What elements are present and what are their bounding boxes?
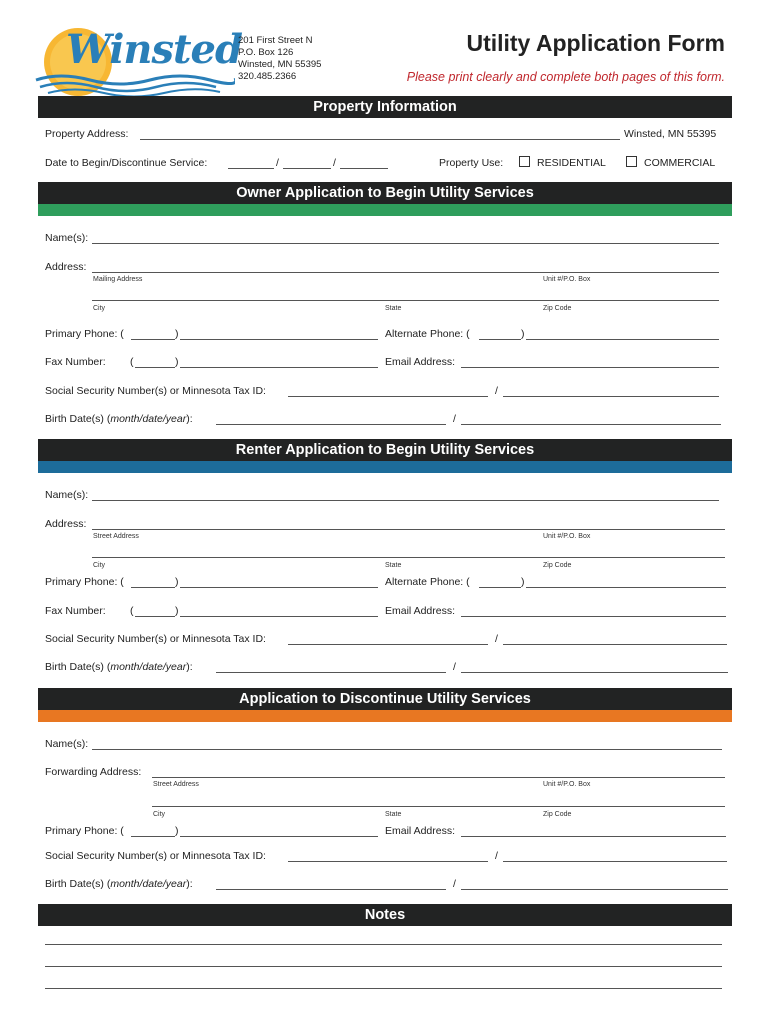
owner-section-header: Owner Application to Begin Utility Services bbox=[38, 182, 732, 204]
discontinue-primary-phone-label: Primary Phone: ( bbox=[45, 825, 124, 837]
notes-line[interactable] bbox=[45, 988, 722, 989]
paren: ) bbox=[175, 576, 179, 588]
date-separator: / bbox=[333, 157, 336, 169]
notes-line[interactable] bbox=[45, 944, 722, 945]
property-address-label: Property Address: bbox=[45, 128, 129, 140]
renter-email-field[interactable] bbox=[461, 616, 726, 617]
owner-mailing-address-field[interactable] bbox=[92, 272, 719, 273]
slash: / bbox=[495, 850, 498, 862]
paren: ) bbox=[175, 605, 179, 617]
slash: / bbox=[453, 413, 456, 425]
owner-email-field[interactable] bbox=[461, 367, 719, 368]
renter-section-stripe bbox=[38, 461, 732, 473]
owner-city-state-zip-field[interactable] bbox=[92, 300, 719, 301]
property-section-header: Property Information bbox=[38, 96, 732, 118]
renter-fax-area-code-field[interactable] bbox=[135, 616, 175, 617]
discontinue-email-field[interactable] bbox=[461, 836, 726, 837]
slash: / bbox=[495, 633, 498, 645]
service-date-month-field[interactable] bbox=[228, 168, 274, 169]
renter-birth-date-label: Birth Date(s) (month/date/year): bbox=[45, 661, 193, 673]
renter-address-label: Address: bbox=[45, 518, 87, 530]
owner-primary-area-code-field[interactable] bbox=[131, 339, 175, 340]
renter-unit-caption: Unit #/P.O. Box bbox=[543, 533, 591, 540]
renter-alternate-phone-label: Alternate Phone: ( bbox=[385, 576, 470, 588]
renter-fax-field[interactable] bbox=[180, 616, 378, 617]
paren: ) bbox=[521, 576, 525, 588]
slash: / bbox=[453, 661, 456, 673]
commercial-label: COMMERCIAL bbox=[644, 157, 716, 169]
renter-primary-phone-field[interactable] bbox=[180, 587, 378, 588]
renter-street-address-field[interactable] bbox=[92, 529, 725, 530]
paren: ( bbox=[130, 605, 134, 617]
renter-zip-caption: Zip Code bbox=[543, 562, 572, 569]
property-city-label: Winsted, MN 55395 bbox=[624, 128, 717, 140]
property-use-label: Property Use: bbox=[439, 157, 504, 169]
owner-birth-date-field-1[interactable] bbox=[216, 424, 446, 425]
paren: ) bbox=[175, 825, 179, 837]
renter-ssn-field-1[interactable] bbox=[288, 644, 488, 645]
renter-names-field[interactable] bbox=[92, 500, 719, 501]
renter-state-caption: State bbox=[385, 562, 402, 569]
renter-birth-date-field-2[interactable] bbox=[461, 672, 728, 673]
forwarding-address-label: Forwarding Address: bbox=[45, 766, 142, 778]
discontinue-names-field[interactable] bbox=[92, 749, 722, 750]
owner-birth-date-label: Birth Date(s) (month/date/year): bbox=[45, 413, 193, 425]
discontinue-birth-date-field-1[interactable] bbox=[216, 889, 446, 890]
service-date-year-field[interactable] bbox=[340, 168, 388, 169]
owner-alternate-phone-field[interactable] bbox=[526, 339, 719, 340]
renter-street-caption: Street Address bbox=[93, 533, 139, 540]
renter-names-label: Name(s): bbox=[45, 489, 89, 501]
discontinue-ssn-field-2[interactable] bbox=[503, 861, 727, 862]
discontinue-birth-date-label: Birth Date(s) (month/date/year): bbox=[45, 878, 193, 890]
owner-city-caption: City bbox=[93, 305, 106, 312]
forwarding-street-address-field[interactable] bbox=[152, 777, 725, 778]
owner-primary-phone-label: Primary Phone: ( bbox=[45, 328, 124, 340]
renter-ssn-label: Social Security Number(s) or Minnesota Tax ID: bbox=[45, 633, 266, 645]
owner-primary-phone-field[interactable] bbox=[180, 339, 378, 340]
renter-fax-label: Fax Number: bbox=[45, 605, 106, 617]
forwarding-state-caption: State bbox=[385, 811, 402, 818]
discontinue-primary-area-code-field[interactable] bbox=[131, 836, 175, 837]
owner-unit-caption: Unit #/P.O. Box bbox=[543, 276, 591, 283]
owner-fax-area-code-field[interactable] bbox=[135, 367, 175, 368]
owner-ssn-label: Social Security Number(s) or Minnesota Tax ID: bbox=[45, 385, 266, 397]
residential-checkbox[interactable] bbox=[519, 156, 530, 167]
date-separator: / bbox=[276, 157, 279, 169]
discontinue-ssn-field-1[interactable] bbox=[288, 861, 488, 862]
owner-alternate-phone-label: Alternate Phone: ( bbox=[385, 328, 470, 340]
owner-zip-caption: Zip Code bbox=[543, 305, 572, 312]
service-date-day-field[interactable] bbox=[283, 168, 331, 169]
renter-ssn-field-2[interactable] bbox=[503, 644, 727, 645]
owner-birth-date-field-2[interactable] bbox=[461, 424, 721, 425]
owner-address-label: Address: bbox=[45, 261, 87, 273]
owner-section-stripe bbox=[38, 204, 732, 216]
discontinue-names-label: Name(s): bbox=[45, 738, 89, 750]
discontinue-email-label: Email Address: bbox=[385, 825, 456, 837]
forwarding-unit-caption: Unit #/P.O. Box bbox=[543, 781, 591, 788]
slash: / bbox=[495, 385, 498, 397]
forwarding-street-caption: Street Address bbox=[153, 781, 199, 788]
renter-alternate-phone-field[interactable] bbox=[526, 587, 726, 588]
discontinue-ssn-label: Social Security Number(s) or Minnesota Tax ID: bbox=[45, 850, 266, 862]
property-address-field[interactable] bbox=[140, 139, 620, 140]
discontinue-primary-phone-field[interactable] bbox=[180, 836, 378, 837]
service-date-label: Date to Begin/Discontinue Service: bbox=[45, 157, 208, 169]
paren: ) bbox=[521, 328, 525, 340]
owner-state-caption: State bbox=[385, 305, 402, 312]
page-subtitle: Please print clearly and complete both pages of this form. bbox=[406, 70, 725, 84]
paren: ( bbox=[130, 356, 134, 368]
owner-email-label: Email Address: bbox=[385, 356, 456, 368]
renter-city-state-zip-field[interactable] bbox=[92, 557, 725, 558]
forwarding-city-state-zip-field[interactable] bbox=[152, 806, 725, 807]
renter-primary-area-code-field[interactable] bbox=[131, 587, 175, 588]
logo-wordmark: Winsted bbox=[66, 26, 242, 73]
page-title: Utility Application Form bbox=[466, 30, 725, 56]
owner-names-field[interactable] bbox=[92, 243, 719, 244]
commercial-checkbox[interactable] bbox=[626, 156, 637, 167]
renter-primary-phone-label: Primary Phone: ( bbox=[45, 576, 124, 588]
renter-city-caption: City bbox=[93, 562, 106, 569]
paren: ) bbox=[175, 356, 179, 368]
renter-birth-date-field-1[interactable] bbox=[216, 672, 446, 673]
owner-mailing-address-caption: Mailing Address bbox=[93, 276, 143, 283]
notes-line[interactable] bbox=[45, 966, 722, 967]
owner-names-label: Name(s): bbox=[45, 232, 89, 244]
renter-section-header: Renter Application to Begin Utility Services bbox=[38, 439, 732, 461]
owner-fax-field[interactable] bbox=[180, 367, 378, 368]
slash: / bbox=[453, 878, 456, 890]
discontinue-birth-date-field-2[interactable] bbox=[461, 889, 728, 890]
paren: ) bbox=[175, 328, 179, 340]
owner-fax-label: Fax Number: bbox=[45, 356, 106, 368]
notes-section-header: Notes bbox=[38, 904, 732, 926]
owner-ssn-field-1[interactable] bbox=[288, 396, 488, 397]
renter-alternate-area-code-field[interactable] bbox=[479, 587, 521, 588]
renter-email-label: Email Address: bbox=[385, 605, 456, 617]
owner-ssn-field-2[interactable] bbox=[503, 396, 719, 397]
residential-label: RESIDENTIAL bbox=[537, 157, 606, 169]
town-address: 201 First Street N P.O. Box 126 Winsted, MN 55395 320.485.2366 bbox=[238, 35, 322, 82]
owner-alternate-area-code-field[interactable] bbox=[479, 339, 521, 340]
discontinue-section-stripe bbox=[38, 710, 732, 722]
forwarding-city-caption: City bbox=[153, 811, 166, 818]
discontinue-section-header: Application to Discontinue Utility Services bbox=[38, 688, 732, 710]
forwarding-zip-caption: Zip Code bbox=[543, 811, 572, 818]
